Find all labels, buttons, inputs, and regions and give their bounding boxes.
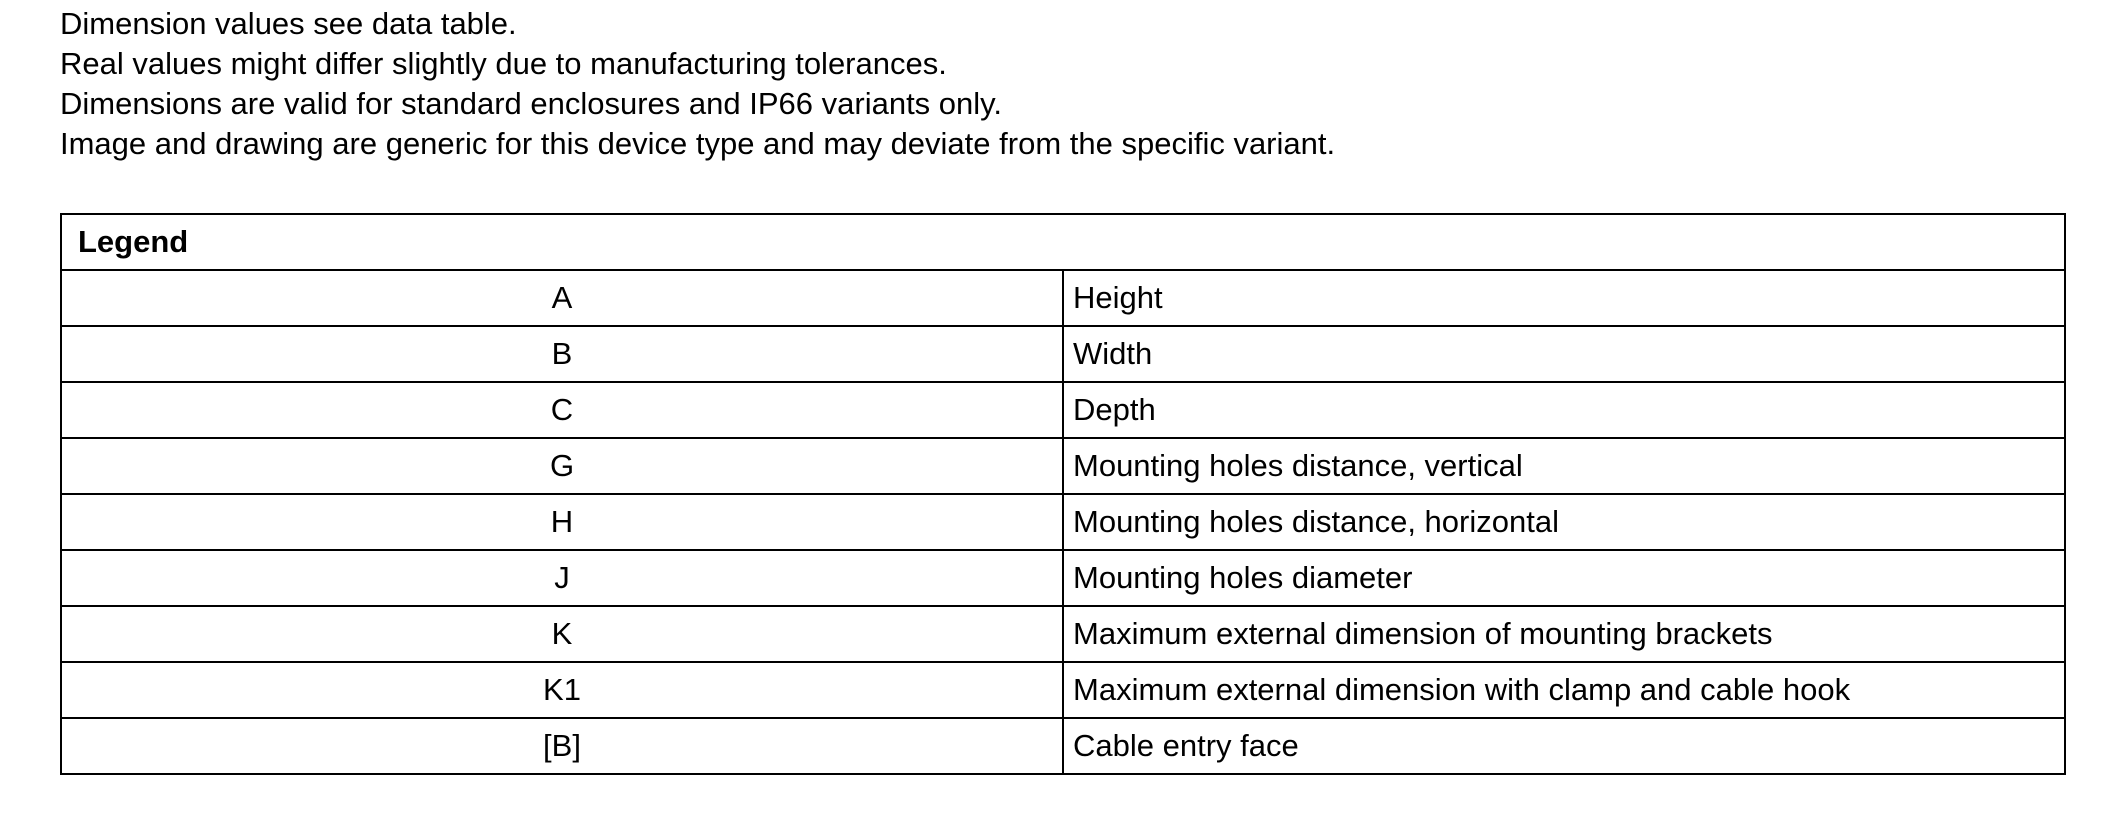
legend-header-row — [61, 214, 2065, 270]
note-line: Dimensions are valid for standard enclosures and IP66 variants only. — [60, 86, 1002, 121]
note-line: Real values might differ slightly due to manufacturing tolerances. — [60, 46, 947, 81]
legend-key: [B] — [61, 718, 1063, 774]
legend-table — [60, 213, 2066, 775]
legend-description: Width — [1063, 326, 2065, 382]
legend-row — [61, 382, 2065, 438]
legend-row — [61, 550, 2065, 606]
legend-row — [61, 606, 2065, 662]
legend-key: A — [61, 270, 1063, 326]
legend-description: Depth — [1063, 382, 2065, 438]
legend-row — [61, 270, 2065, 326]
legend-key: G — [61, 438, 1063, 494]
legend-row — [61, 662, 2065, 718]
legend-row — [61, 438, 2065, 494]
legend-key: K — [61, 606, 1063, 662]
legend-description: Cable entry face — [1063, 718, 2065, 774]
legend-title: Legend — [61, 214, 2065, 270]
notes-block — [60, 4, 1335, 164]
legend-key: J — [61, 550, 1063, 606]
note-line: Dimension values see data table. — [60, 6, 517, 41]
legend-description: Mounting holes distance, vertical — [1063, 438, 2065, 494]
legend-description: Mounting holes distance, horizontal — [1063, 494, 2065, 550]
legend-description: Height — [1063, 270, 2065, 326]
legend-row — [61, 718, 2065, 774]
legend-row — [61, 326, 2065, 382]
legend-key: B — [61, 326, 1063, 382]
legend-key: K1 — [61, 662, 1063, 718]
note-line: Image and drawing are generic for this device type and may deviate from the specific variant. — [60, 126, 1336, 161]
legend-description: Mounting holes diameter — [1063, 550, 2065, 606]
legend-description: Maximum external dimension of mounting brackets — [1063, 606, 2065, 662]
legend-key: C — [61, 382, 1063, 438]
legend-key: H — [61, 494, 1063, 550]
legend-row — [61, 494, 2065, 550]
legend-description: Maximum external dimension with clamp and cable hook — [1063, 662, 2065, 718]
